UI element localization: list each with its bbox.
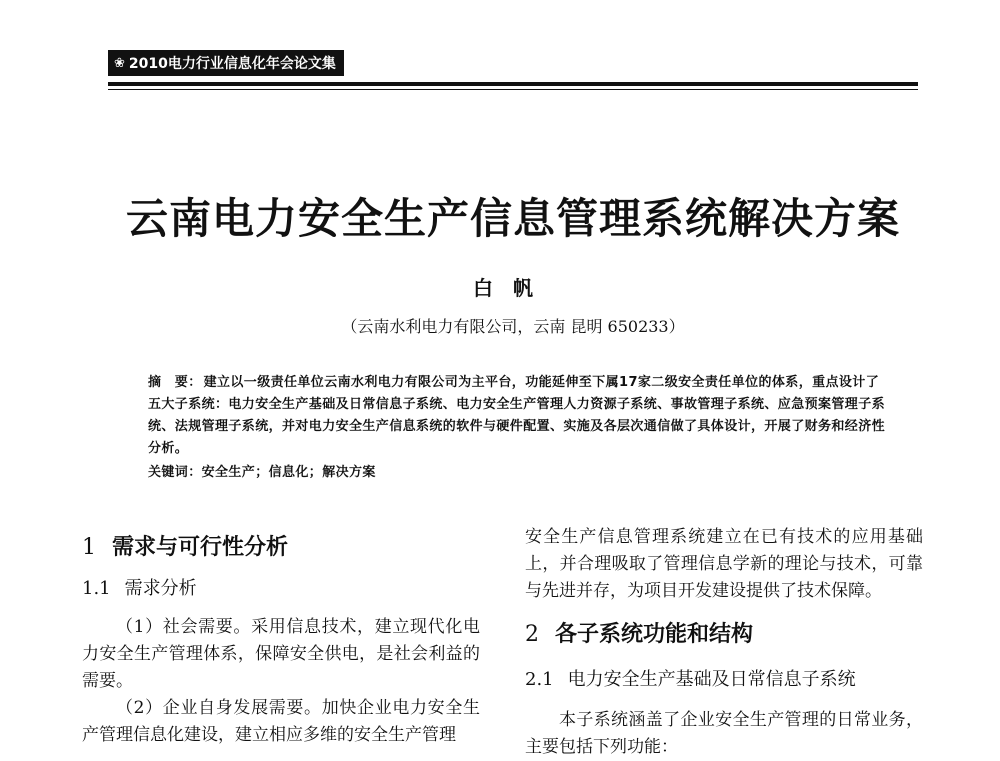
abstract-text: 建立以一级责任单位云南水利电力有限公司为主平台，功能延伸至下属17家二级安全责任单位的体系，重点设计了五大子系统：电力安全生产基础及日常信息子系统、电力安全生产管理人力资源子系统、事故管理子系统、应急预案管理子系统、法规管理子系统，并对电力安全生产信息系统的软件与硬件配置、实施及各层次通信做了具体设计，开展了财务和经济性分析。 [148, 375, 886, 456]
abstract [148, 372, 886, 484]
keywords-label: 关键词： [148, 465, 202, 480]
right-column [525, 524, 923, 761]
abstract-label: 摘 要： [148, 375, 202, 390]
header-rule [108, 82, 918, 90]
subsection-title: 电力安全生产基础及日常信息子系统 [567, 669, 856, 690]
abstract-body [148, 372, 886, 460]
left-column [82, 534, 480, 749]
subsection-heading-2-1 [525, 666, 923, 693]
section-heading-2 [525, 621, 923, 648]
author: 白帆 [473, 276, 553, 300]
affiliation: （云南水利电力有限公司，云南 昆明 650233） [341, 317, 685, 336]
section-number: 1 [82, 535, 96, 560]
paper-title: 云南电力安全生产信息管理系统解决方案 [125, 194, 900, 243]
running-head [108, 50, 344, 76]
subsection-number: 2.1 [525, 669, 554, 690]
journal-logo-icon: ❀ [114, 55, 125, 71]
paragraph: （2）企业自身发展需要。加快企业电力安全生产管理信息化建设，建立相应多维的安全生产管理 [82, 698, 480, 745]
section-number: 2 [525, 622, 539, 647]
paragraph: （1）社会需要。采用信息技术，建立现代化电力安全生产管理体系，保障安全供电，是社会利益的需要。 [82, 617, 480, 691]
subsection-number: 1.1 [82, 578, 111, 599]
subsection-title: 需求分析 [124, 578, 197, 599]
subsection-heading-1-1 [82, 575, 480, 602]
paragraph: 安全生产信息管理系统建立在已有技术的应用基础上，并合理吸取了管理信息学新的理论与技术，可靠与先进并存，为项目开发建设提供了技术保障。 [525, 527, 923, 601]
section-title: 各子系统功能和结构 [555, 622, 754, 647]
keywords [148, 462, 886, 484]
paragraph: 本子系统涵盖了企业安全生产管理的日常业务，主要包括下列功能： [525, 710, 923, 757]
running-head-text: 2010电力行业信息化年会论文集 [128, 56, 336, 72]
section-heading-1 [82, 534, 480, 561]
section-title: 需求与可行性分析 [112, 535, 289, 560]
keywords-text: 安全生产；信息化；解决方案 [201, 465, 376, 480]
